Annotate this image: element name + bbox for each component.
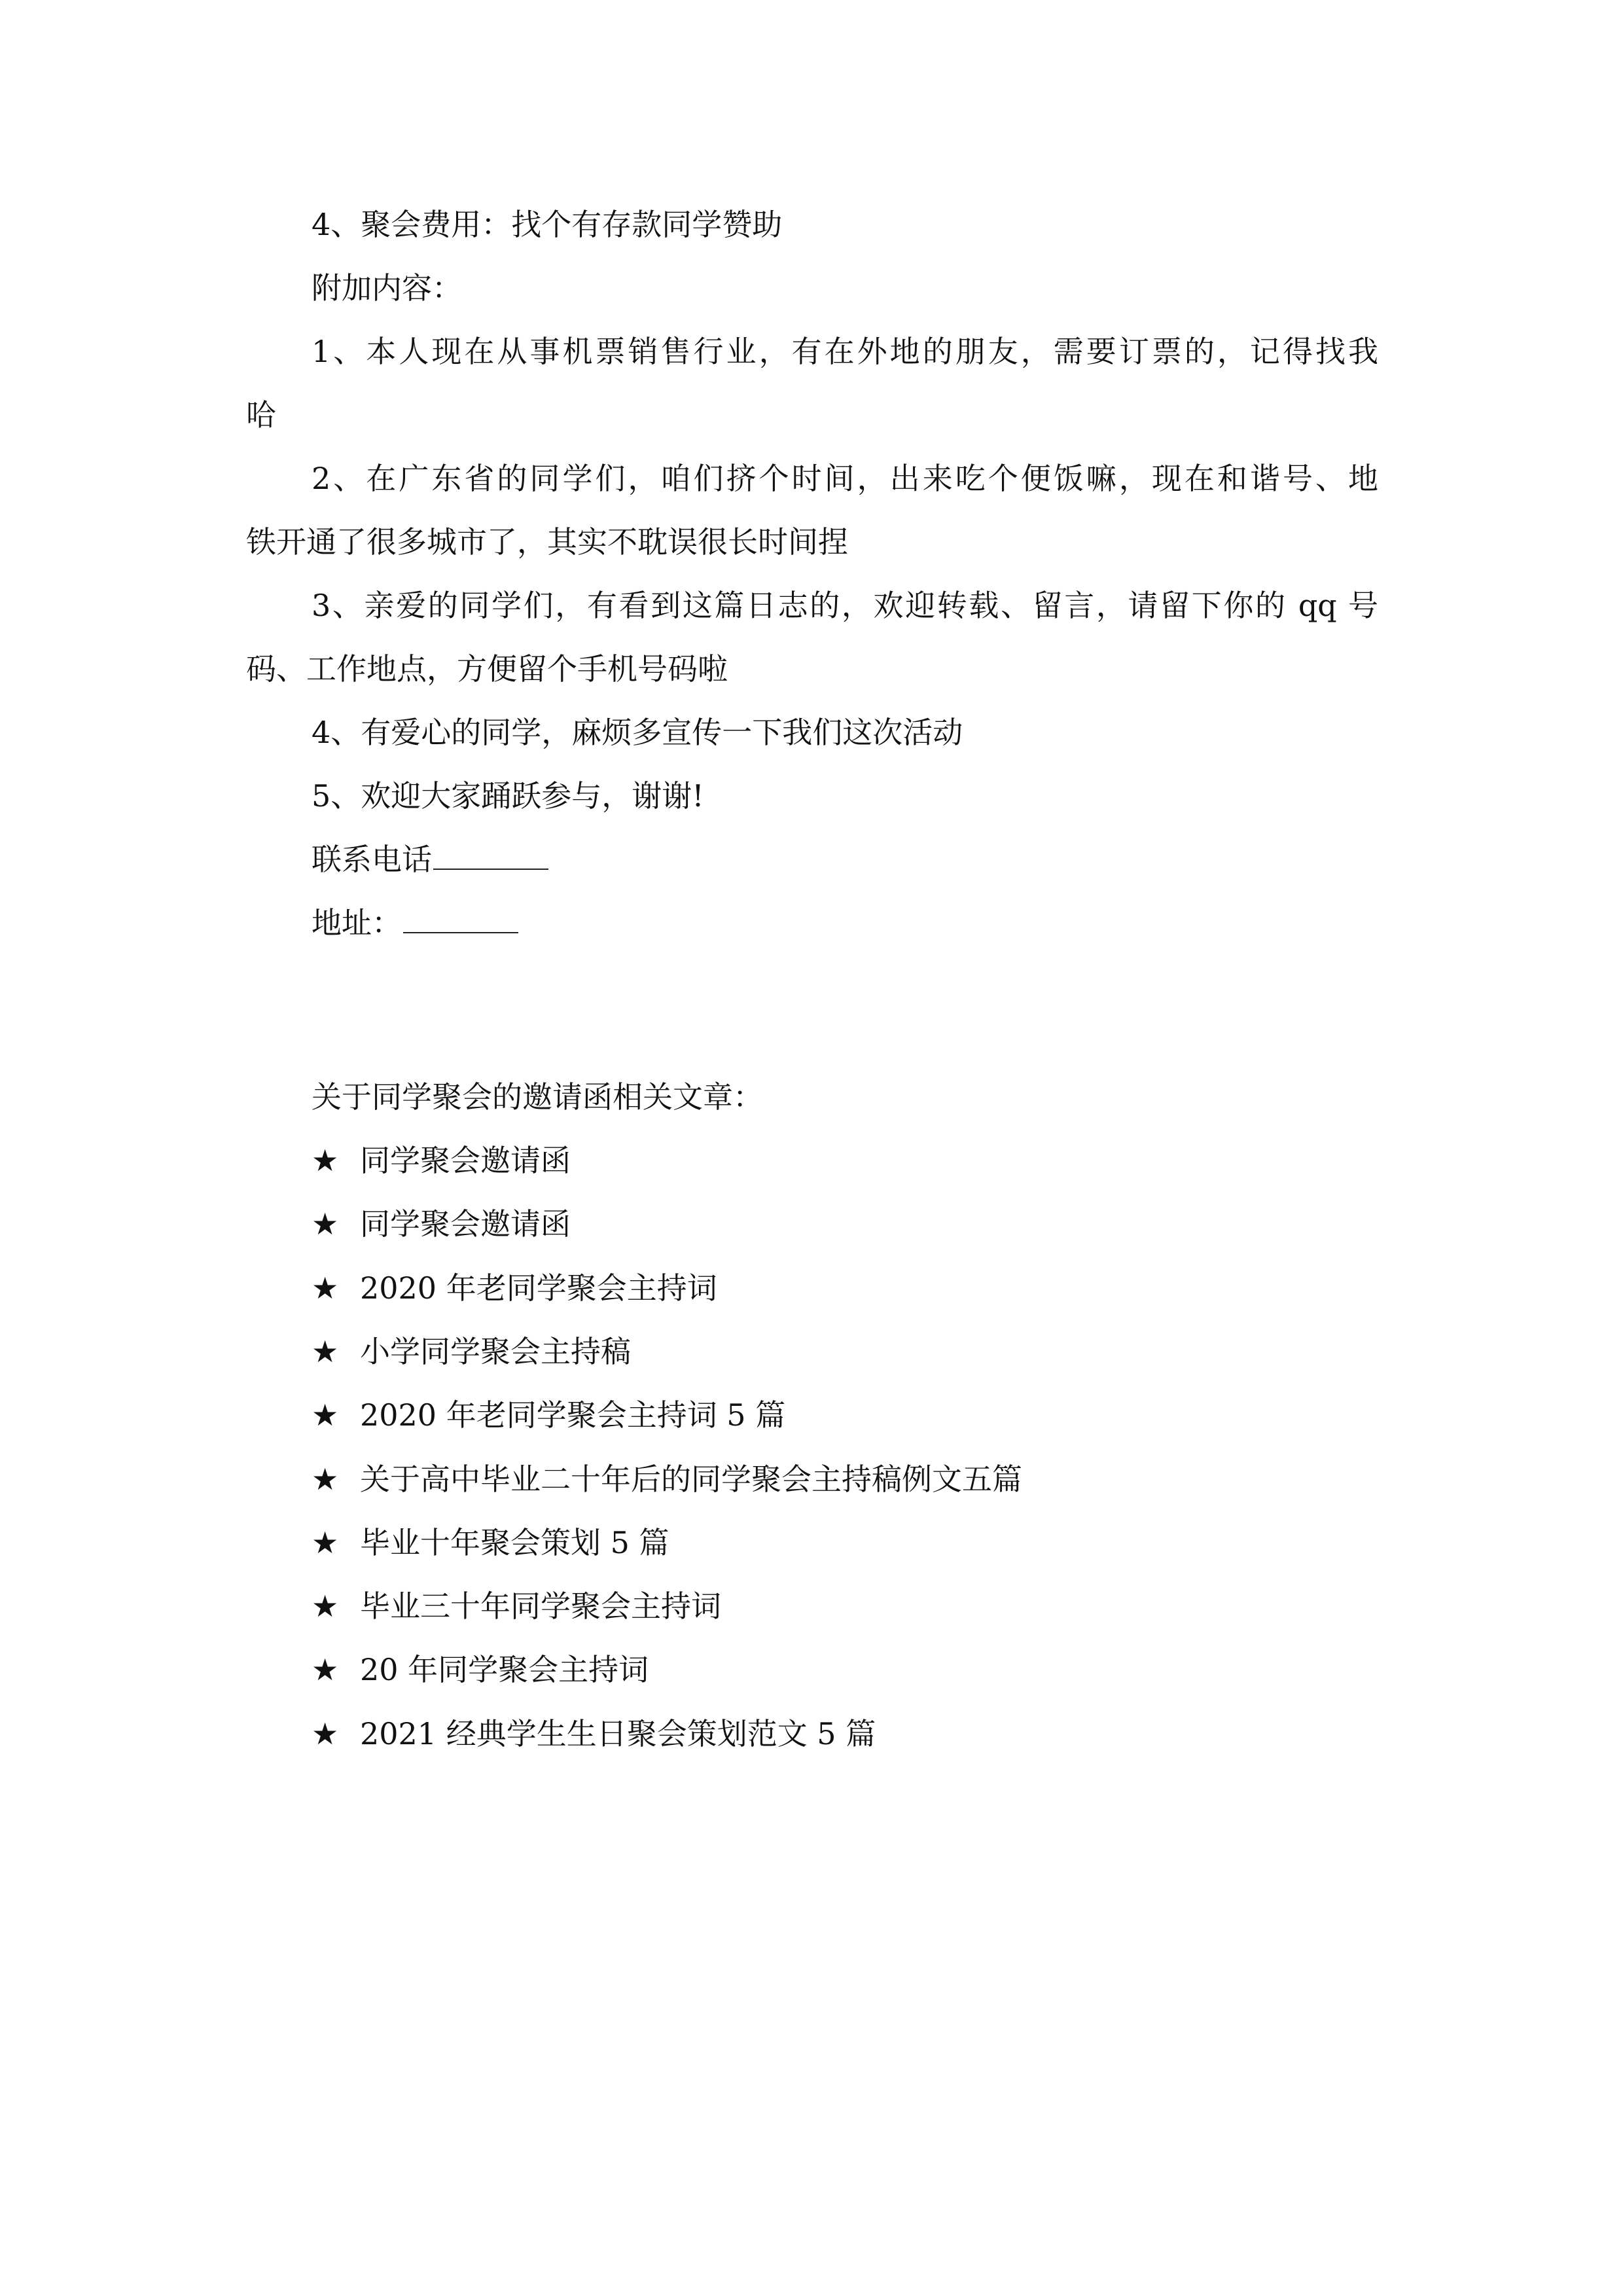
phone-label: 联系电话 [312,842,432,877]
paragraph-5: 5、欢迎大家踊跃参与，谢谢! [312,778,704,814]
related-article-title[interactable]: 2021 经典学生生日聚会策划范文 5 篇 [360,1716,876,1751]
related-article-title[interactable]: 同学聚会邀请函 [360,1143,571,1178]
paragraph-1-line-2: 哈 [246,397,276,433]
star-icon: ★ [312,1525,339,1560]
paragraph-3-line-2: 码、工作地点，方便留个手机号码啦 [246,651,728,687]
related-article-item[interactable] [312,1649,649,1690]
related-articles-heading: 关于同学聚会的邀请函相关文章： [312,1079,763,1115]
star-icon: ★ [312,1334,339,1369]
related-article-item[interactable] [312,1459,1022,1499]
star-icon: ★ [312,1206,339,1242]
related-article-item[interactable] [312,1713,876,1754]
related-article-item[interactable] [312,1586,721,1626]
related-article-item[interactable] [312,1140,571,1181]
related-article-title[interactable]: 小学同学聚会主持稿 [360,1334,631,1369]
address-label: 地址： [312,905,402,941]
related-article-item[interactable] [312,1395,785,1435]
related-article-title[interactable]: 同学聚会邀请函 [360,1206,571,1242]
related-article-item[interactable] [312,1204,571,1244]
star-icon: ★ [312,1716,339,1751]
paragraph-4: 4、有爱心的同学，麻烦多宣传一下我们这次活动 [312,715,963,750]
extra-content-heading: 附加内容： [312,270,462,306]
star-icon: ★ [312,1143,339,1178]
paragraph-2-line-1: 2、在广东省的同学们，咱们挤个时间，出来吃个便饭嘛，现在和谐号、地 [312,461,1378,496]
star-icon: ★ [312,1397,339,1433]
paragraph-1-line-1: 1、本人现在从事机票销售行业，有在外地的朋友，需要订票的，记得找我 [312,334,1378,369]
star-icon: ★ [312,1270,339,1306]
related-article-title[interactable]: 关于高中毕业二十年后的同学聚会主持稿例文五篇 [360,1462,1022,1497]
paragraph-2-line-2: 铁开通了很多城市了，其实不耽误很长时间捏 [246,524,848,560]
address-line [312,903,518,943]
related-article-title[interactable]: 毕业十年聚会策划 5 篇 [360,1525,669,1560]
phone-line [312,839,548,880]
related-article-title[interactable]: 2020 年老同学聚会主持词 5 篇 [360,1397,786,1433]
star-icon: ★ [312,1462,339,1497]
star-icon: ★ [312,1588,339,1624]
star-icon: ★ [312,1652,339,1687]
phone-blank [433,842,548,870]
related-article-item[interactable] [312,1522,669,1563]
related-article-item[interactable] [312,1331,631,1372]
paragraph-fee: 4、聚会费用：找个有存款同学赞助 [312,207,783,242]
related-article-title[interactable]: 毕业三十年同学聚会主持词 [360,1588,721,1624]
related-article-title[interactable]: 20 年同学聚会主持词 [360,1652,649,1687]
address-blank [403,906,518,933]
related-article-item[interactable] [312,1268,717,1308]
related-article-title[interactable]: 2020 年老同学聚会主持词 [360,1270,717,1306]
paragraph-3-line-1: 3、亲爱的同学们，有看到这篇日志的，欢迎转载、留言，请留下你的 qq 号 [312,588,1378,623]
